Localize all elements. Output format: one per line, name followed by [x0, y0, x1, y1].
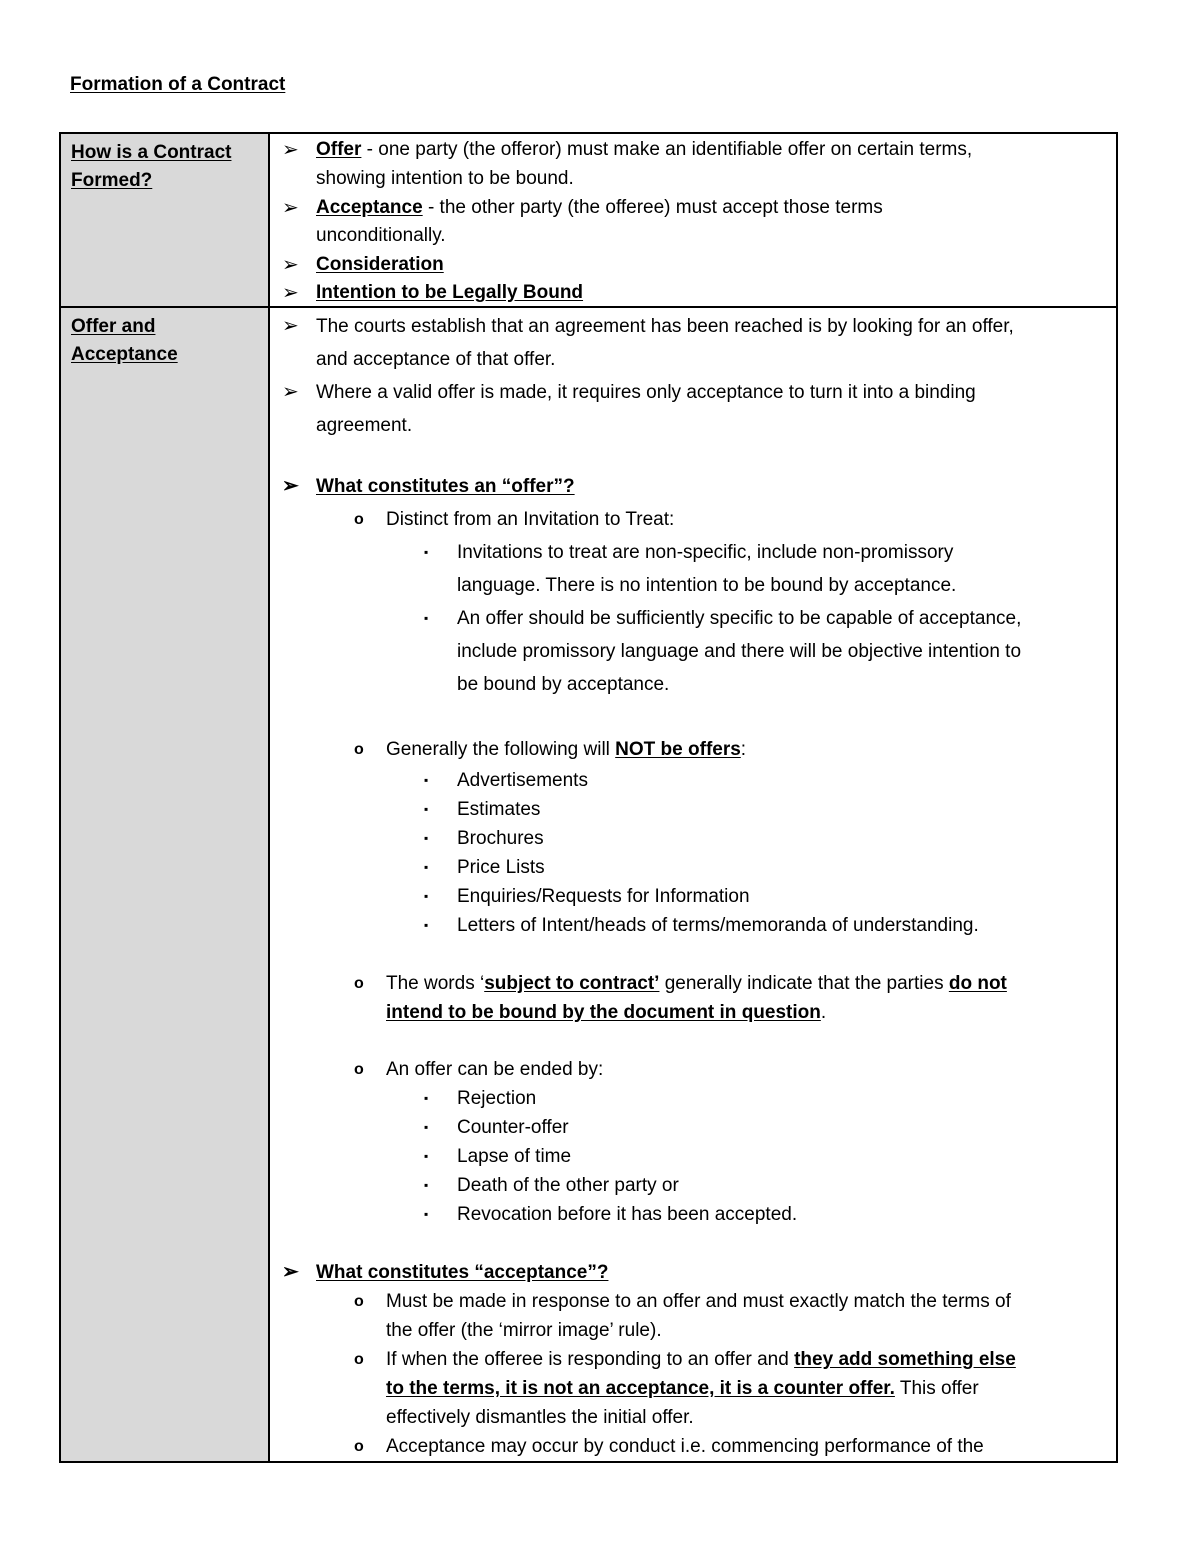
table-row: [60, 307, 1117, 1462]
item-text: Advertisements: [457, 769, 588, 791]
spacer: [270, 940, 1116, 969]
section-heading: [270, 1258, 1116, 1287]
arrow-bullet-icon: ➢: [282, 474, 299, 497]
list-item: [270, 1055, 1116, 1084]
item-continuation: unconditionally.: [316, 225, 446, 247]
row-label: How is a Contract Formed?: [71, 142, 232, 191]
item-text: Counter-offer: [457, 1116, 569, 1138]
list-item: [270, 136, 1116, 165]
do-not-emphasis: do not: [948, 972, 1007, 994]
arrow-bullet-icon: ➢: [282, 380, 299, 403]
list-item: [270, 766, 1116, 795]
list-item: [270, 376, 1116, 409]
list-item: [270, 1200, 1116, 1229]
list-item: [270, 1287, 1116, 1316]
item-text: If when the offeree is responding to an offer and: [386, 1348, 795, 1370]
square-bullet-icon: ▪: [424, 1119, 429, 1134]
item-text: Revocation before it has been accepted.: [457, 1203, 798, 1225]
item-text: Rejection: [457, 1087, 537, 1109]
list-item: [270, 536, 1116, 569]
list-item: [270, 280, 1116, 306]
list-item: [270, 1084, 1116, 1113]
intend-emphasis: intend to be bound by the document in question: [386, 1001, 821, 1023]
item-text: - one party (the offeror) must make an identifiable offer on certain terms,: [361, 139, 973, 160]
arrow-bullet-icon: ➢: [282, 196, 299, 219]
square-bullet-icon: ▪: [424, 610, 429, 625]
square-bullet-icon: ▪: [424, 859, 429, 874]
list-item: [270, 911, 1116, 940]
circle-bullet-icon: o: [354, 1060, 364, 1078]
square-bullet-icon: ▪: [424, 888, 429, 903]
section-heading: [270, 470, 1116, 503]
item-text: Lapse of time: [457, 1145, 572, 1167]
item-text: Distinct from an Invitation to Treat:: [386, 508, 675, 530]
item-continuation: the offer (the ‘mirror image’ rule).: [386, 1319, 662, 1341]
item-text: - the other party (the offeree) must accept those terms: [422, 196, 883, 218]
item-text: Brochures: [457, 827, 544, 849]
square-bullet-icon: ▪: [424, 772, 429, 787]
spacer: [270, 442, 1116, 470]
item-text: The courts establish that an agreement has been reached is by looking for an offer,: [316, 315, 1014, 337]
list-item: [270, 1142, 1116, 1171]
item-text: Letters of Intent/heads of terms/memoranda of understanding.: [457, 914, 979, 936]
arrow-bullet-icon: ➢: [282, 254, 299, 277]
item-text: An offer should be sufficiently specific to be capable of acceptance,: [457, 607, 1022, 629]
list-item: [270, 602, 1116, 635]
item-text: Where a valid offer is made, it requires only acceptance to turn it into a binding: [316, 381, 976, 403]
acceptance-heading: What constitutes “acceptance”?: [316, 1261, 609, 1283]
circle-bullet-icon: o: [354, 510, 364, 528]
term-acceptance: Acceptance: [316, 196, 423, 218]
list-item: [270, 882, 1116, 911]
item-text: Acceptance may occur by conduct i.e. commencing performance of the: [386, 1435, 984, 1457]
square-bullet-icon: ▪: [424, 917, 429, 932]
circle-bullet-icon: o: [354, 740, 364, 758]
spacer: [270, 1027, 1116, 1055]
item-continuation: be bound by acceptance.: [457, 673, 670, 695]
list-item: [270, 310, 1116, 343]
arrow-bullet-icon: ➢: [282, 1260, 299, 1283]
arrow-bullet-icon: ➢: [282, 281, 299, 304]
list-item: [270, 795, 1116, 824]
item-continuation: include promissory language and there will be objective intention to: [457, 640, 1022, 662]
list-item: [270, 969, 1116, 998]
square-bullet-icon: ▪: [424, 1090, 429, 1105]
term-intention: Intention to be Legally Bound: [316, 281, 584, 303]
arrow-bullet-icon: ➢: [282, 139, 299, 161]
item-continuation: showing intention to be bound.: [316, 167, 574, 189]
circle-bullet-icon: o: [354, 1437, 364, 1455]
square-bullet-icon: ▪: [424, 1148, 429, 1163]
list-item: [270, 251, 1116, 280]
list-item: [270, 1113, 1116, 1142]
row-label-cell: [60, 133, 269, 307]
list-item: [270, 194, 1116, 223]
item-continuation: and acceptance of that offer.: [316, 348, 556, 370]
square-bullet-icon: ▪: [424, 544, 429, 559]
square-bullet-icon: ▪: [424, 801, 429, 816]
counter-offer-emphasis: to the terms, it is not an acceptance, it is a counter offer.: [386, 1377, 895, 1399]
item-text: Estimates: [457, 798, 541, 820]
item-text: :: [740, 738, 747, 760]
not-offers-emphasis: NOT be offers: [615, 738, 741, 760]
row-label: Offer and Acceptance: [71, 315, 178, 365]
item-continuation: agreement.: [316, 414, 413, 436]
list-item: [270, 503, 1116, 536]
item-continuation: [270, 998, 1116, 1027]
item-text: An offer can be ended by:: [386, 1058, 604, 1080]
list-item: [270, 1171, 1116, 1200]
row-content-cell: [269, 133, 1117, 307]
list-item: [270, 733, 1116, 766]
list-item: [270, 824, 1116, 853]
item-text: Enquiries/Requests for Information: [457, 885, 750, 907]
row-label-cell: [60, 307, 269, 1462]
notes-table: [59, 132, 1118, 1463]
subject-to-contract-emphasis: subject to contract’: [484, 972, 660, 994]
item-continuation: [270, 1374, 1116, 1403]
item-text: Death of the other party or: [457, 1174, 679, 1196]
arrow-bullet-icon: ➢: [282, 314, 299, 337]
list-item: [270, 853, 1116, 882]
item-text: This offer: [894, 1377, 979, 1399]
term-offer: Offer: [316, 139, 362, 160]
spacer: [270, 701, 1116, 733]
circle-bullet-icon: o: [354, 1292, 364, 1310]
item-text: .: [820, 1001, 827, 1023]
circle-bullet-icon: o: [354, 1350, 364, 1368]
item-text: Generally the following will: [386, 738, 616, 760]
circle-bullet-icon: o: [354, 974, 364, 992]
square-bullet-icon: ▪: [424, 1177, 429, 1192]
counter-offer-emphasis: they add something else: [794, 1348, 1016, 1370]
item-text: Invitations to treat are non-specific, include non-promissory: [457, 541, 954, 563]
item-continuation: effectively dismantles the initial offer.: [386, 1406, 694, 1428]
item-text: The words ‘: [386, 972, 485, 994]
list-item: [270, 1432, 1116, 1461]
row-content-cell: [269, 307, 1117, 1462]
list-item: [270, 1345, 1116, 1374]
offer-heading: What constitutes an “offer”?: [316, 475, 575, 497]
square-bullet-icon: ▪: [424, 830, 429, 845]
table-row: [60, 133, 1117, 307]
item-text: Price Lists: [457, 856, 545, 878]
square-bullet-icon: ▪: [424, 1206, 429, 1221]
item-text: generally indicate that the parties: [659, 972, 949, 994]
item-continuation: language. There is no intention to be bound by acceptance.: [457, 574, 957, 596]
item-text: Must be made in response to an offer and must exactly match the terms of: [386, 1290, 1011, 1312]
page-title: Formation of a Contract: [70, 74, 286, 95]
spacer: [270, 1229, 1116, 1258]
term-consideration: Consideration: [316, 254, 444, 276]
